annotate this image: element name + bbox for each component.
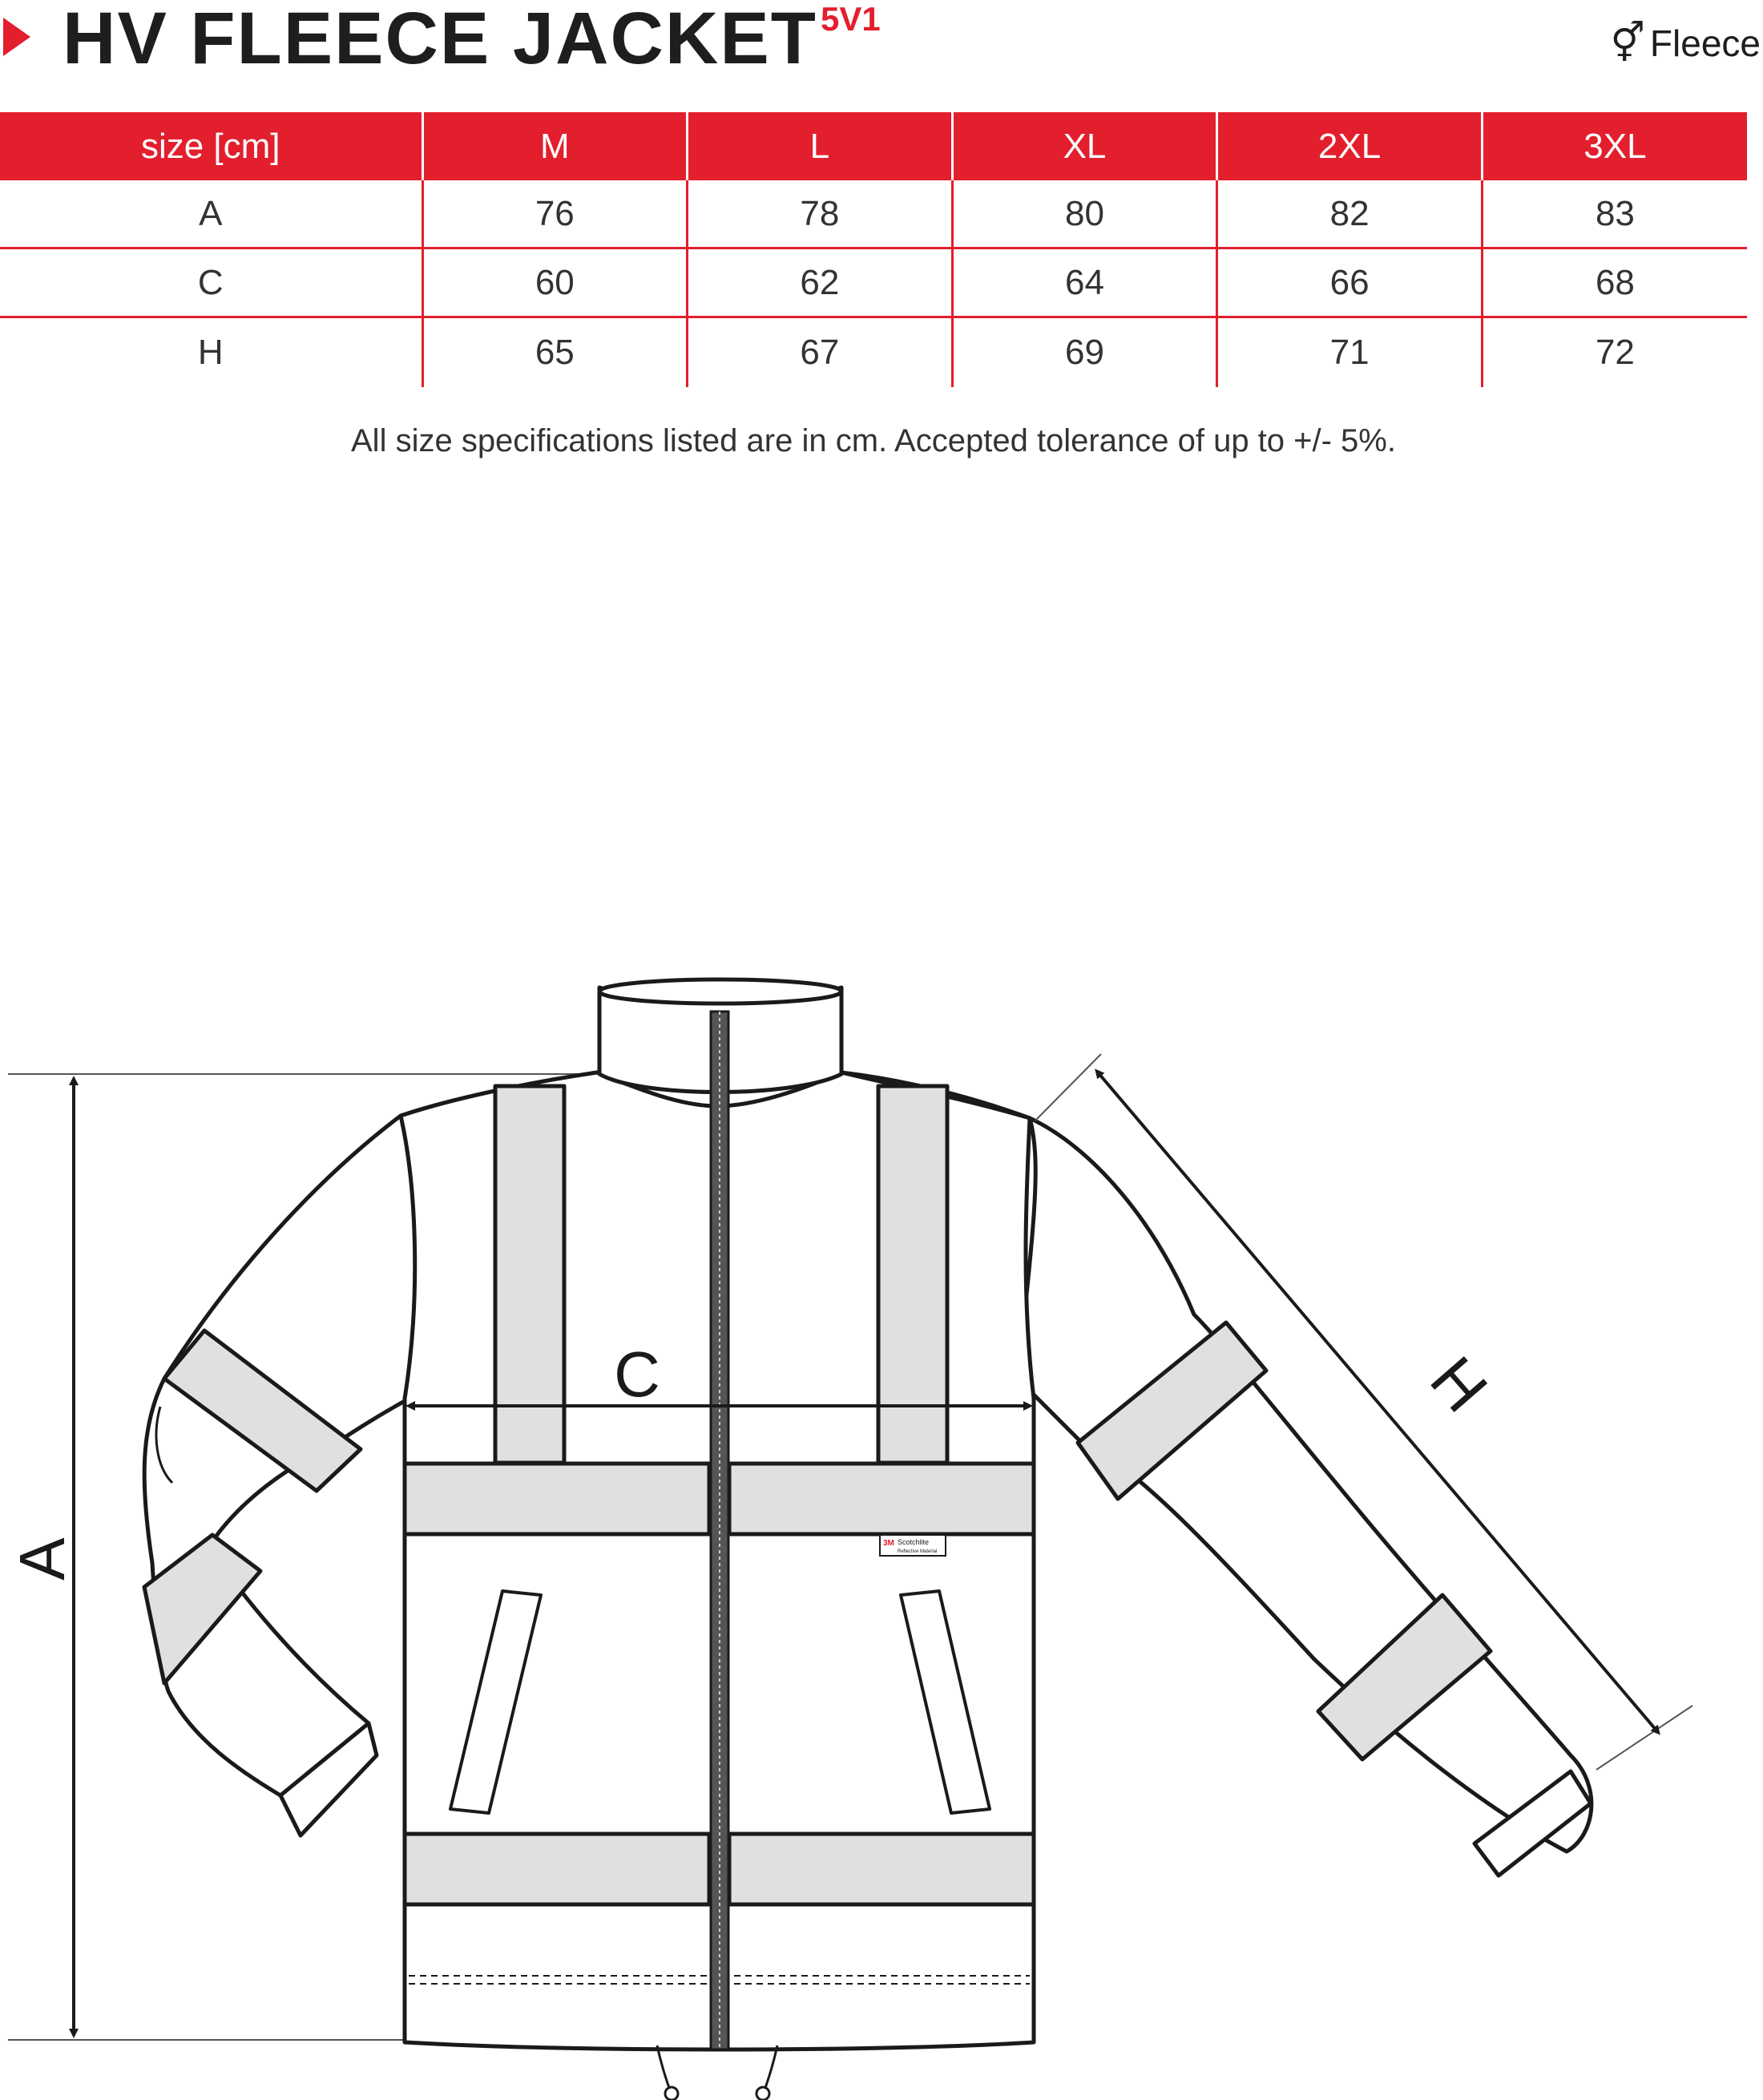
drawcords bbox=[657, 2045, 777, 2100]
tag-line2: Reflective Material bbox=[898, 1549, 938, 1554]
tag-line1: Scotchlite bbox=[898, 1538, 930, 1546]
label-h: H bbox=[1417, 1343, 1502, 1425]
table-cell: 80 bbox=[952, 180, 1217, 248]
table-cell: 66 bbox=[1217, 248, 1483, 317]
header-cell: XL bbox=[952, 112, 1217, 180]
product-code: 5V1 bbox=[821, 0, 881, 38]
table-cell: 60 bbox=[422, 248, 688, 317]
table-cell: 71 bbox=[1217, 317, 1483, 388]
row-label: C bbox=[0, 248, 422, 317]
header-cell: L bbox=[688, 112, 953, 180]
table-cell: 62 bbox=[688, 248, 953, 317]
product-title: HV FLEECE JACKET bbox=[63, 0, 817, 79]
header-cell: size [cm] bbox=[0, 112, 422, 180]
table-cell: 69 bbox=[952, 317, 1217, 388]
table-cell: 83 bbox=[1482, 180, 1747, 248]
header-cell: 2XL bbox=[1217, 112, 1483, 180]
table-cell: 64 bbox=[952, 248, 1217, 317]
table-cell: 65 bbox=[422, 317, 688, 388]
table-cell: 82 bbox=[1217, 180, 1483, 248]
material-name: Fleece bbox=[1649, 22, 1761, 64]
tolerance-note: All size specifications listed are in cm. Accepted tolerance of up to +/- 5%. bbox=[351, 423, 1396, 458]
header-cell: M bbox=[422, 112, 688, 180]
label-c: C bbox=[614, 1339, 660, 1410]
label-a: A bbox=[6, 1537, 78, 1581]
row-label: H bbox=[197, 333, 224, 372]
table-cell: 72 bbox=[1482, 317, 1747, 388]
table-cell: 78 bbox=[688, 180, 953, 248]
table-cell: 68 bbox=[1482, 248, 1747, 317]
unisex-icon: ⚥ bbox=[1610, 21, 1645, 66]
table-cell: 76 bbox=[422, 180, 688, 248]
scotchlite-tag bbox=[880, 1535, 946, 1556]
tag-brand: 3M bbox=[883, 1539, 894, 1548]
zipper bbox=[711, 1012, 728, 2050]
row-label: A bbox=[0, 180, 422, 248]
header-cell: 3XL bbox=[1482, 112, 1747, 180]
table-cell: 67 bbox=[688, 317, 953, 388]
